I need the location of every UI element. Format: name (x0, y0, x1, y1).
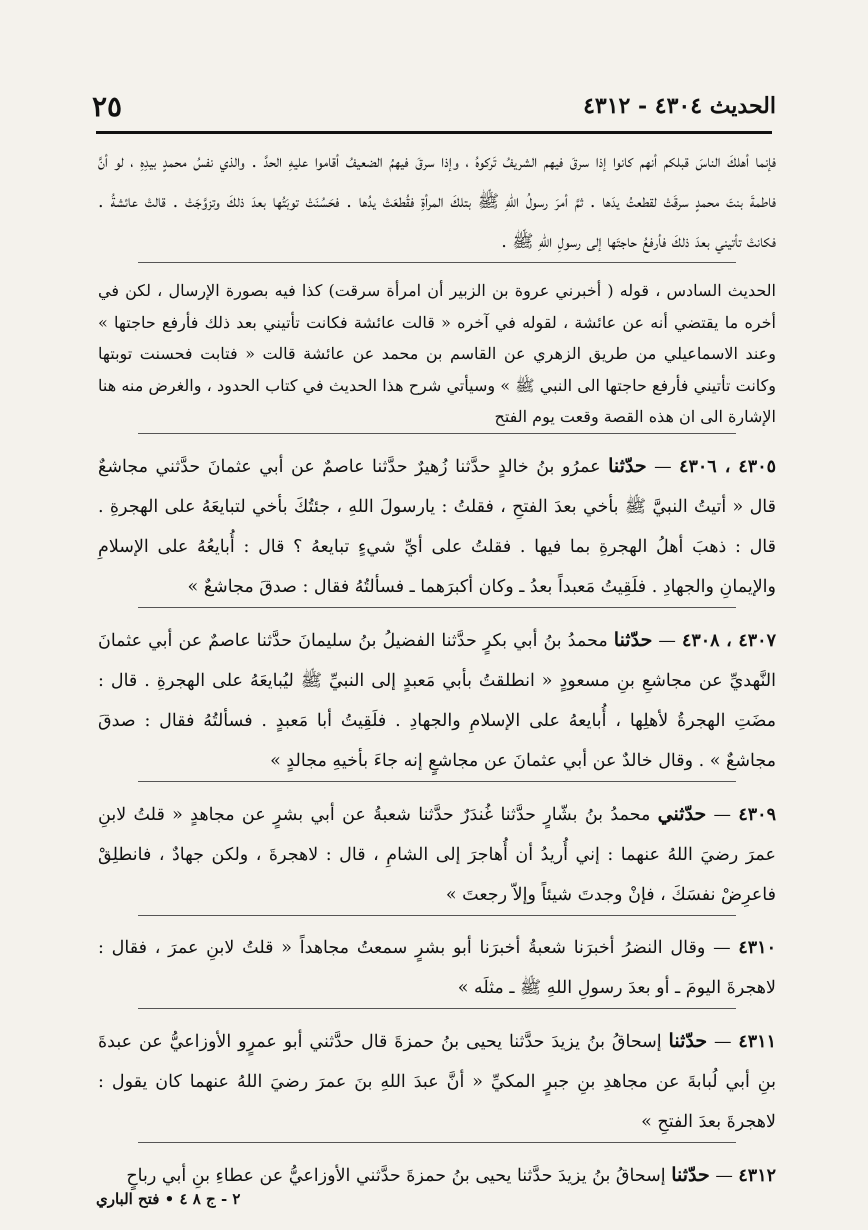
hadith-text: محمدُ بنُ بشّارٍ حدَّثنا غُندَرٌ حدَّثنا شعبةُ عن أبي بشرٍ عن مجاهدٍ « قلتُ لابنِ عمرَ رضيَ اللهُ عنهما : إني أُريدُ أن أُهاجرَ إلى الشامِ ، قال : لاهجرةَ ، ولكن جهادٌ ، فانطلِقْ فاعرِضْ نفسَكَ ، فإنْ وجدتَ شيئاً وإلاّ رجعتَ » (98, 804, 776, 905)
hadith-text: محمدُ بنُ أبي بكرٍ حدَّثنا الفضيلُ بنُ سليمانَ حدَّثنا عاصمٌ عن أبي عثمانَ النَّهديِّ عن مجاشعِ بنِ مسعودٍ « انطلقتُ بأبي مَعبدٍ إلى النبيِّ ﷺ ليُبايعَهُ على الهجرةِ . قال : مضَتِ الهجرةُ لأهلِها ، أُبايعهُ على الإسلامِ والجهادِ . فلَقِيتُ أبا مَعبدٍ . فسألتُهُ فقال : صدقَ مجاشعٌ » . وقال خالدٌ عن أبي عثمانَ عن مجاشعٍ إنه جاءَ بأخيهِ مجالدٍ » (98, 630, 776, 771)
commentary-paragraph (98, 275, 776, 433)
running-header (92, 84, 776, 128)
hadith-keyword: حدّثنا (668, 1029, 708, 1052)
hadith-paragraph: ٤٣١٠ — وقال النضرُ أخبرَنا شعبةُ أخبرَنا أبو بشرٍ سمعتُ مجاهداً « قلتُ لابنِ عمرَ ، فقال : لاهجرةَ اليومَ ـ أو بعدَ رسولِ اللهِ ﷺ ـ مثلَه » (98, 937, 776, 998)
hadith-text: فإنما أهلكَ الناسَ قبلكم أنهم كانوا إذا سرقَ فيهم الشريفُ تَركوهُ ، وإذا سرقَ فيهمُ الضعيفُ أقاموا عليهِ الحدَّ . والذي نفسُ محمدٍ بيدِهِ ، لو أنَّ فاطمةَ بنتَ محمدٍ سرقَتْ لقطعتُ يدَها . ثمَّ أمرَ رسولُ اللهِ ﷺ بتلكَ المرأةِ فقُطعَتْ يدُها . فحَسُنَتْ توبَتُها بعدَ ذلكَ وتزوَّجَتْ . قالتْ عائشةُ . فكانتْ تأتيني بعدَ ذلكَ فأرفعُ حاجتَها إلى رسولِ اللهِ ﷺ . (98, 152, 776, 252)
hadith-paragraph: ٤٣٠٥ ، ٤٣٠٦ — حدّثنا عمرُو بنُ خالدٍ حدَّثنا زُهيرٌ حدَّثنا عاصمٌ عن أبي عثمانَ حدَّثني مجاشعٌ قال « أتيتُ النبيَّ ﷺ بأخي بعدَ الفتحِ ، فقلتُ : يارسولَ اللهِ ، جئتُكَ بأخي لتبايعَهُ على الهجرةِ . قال : ذهبَ أهلُ الهجرةِ بما فيها . فقلتُ على أيِّ شيءٍ تبايعهُ ؟ قال : أُبايعُهُ على الإسلامِ والإيمانِ والجهادِ . فلَقِيتُ مَعبداً بعدُ ـ وكان أكبرَهما ـ فسألتُهُ فقال : صدقَ مجاشعٌ » (98, 454, 776, 597)
hadith-number: ٤٣٠٧ ، ٤٣٠٨ (681, 630, 776, 651)
hadith-text: إسحاقُ بنُ يزيدَ حدَّثنا يحيى بنُ حمزةَ قال حدَّثني أبو عمرٍو الأوزاعيُّ عن عبدةَ بنِ أبي لُبابةَ عن مجاهدِ بنِ جبرٍ المكيِّ « أنَّ عبدَ اللهِ بنَ عمرَ رضيَ اللهُ عنهما كان يقول : لاهجرةَ بعدَ الفتحِ » (98, 1031, 776, 1132)
hadith-paragraph: ٤٣٠٧ ، ٤٣٠٨ — حدّثنا محمدُ بنُ أبي بكرٍ حدَّثنا الفضيلُ بنُ سليمانَ حدَّثنا عاصمٌ عن أبي عثمانَ النَّهديِّ عن مجاشعِ بنِ مسعودٍ « انطلقتُ بأبي مَعبدٍ إلى النبيِّ ﷺ ليُبايعَهُ على الهجرةِ . قال : مضَتِ الهجرةُ لأهلِها ، أُبايعهُ على الإسلامِ والجهادِ . فلَقِيتُ أبا مَعبدٍ . فسألتُهُ فقال : صدقَ مجاشعٌ » . وقال خالدٌ عن أبي عثمانَ عن مجاشعٍ إنه جاءَ بأخيهِ مجالدٍ » (98, 628, 776, 771)
hadith-number: ٤٣٠٥ ، ٤٣٠٦ (679, 456, 776, 477)
commentary-text: الحديث السادس ، قوله ( أخبرني عروة بن الزبير أن امرأة سرقت) كذا فيه بصورة الإرسال ، لكن في أخره ما يقتضي أنه عن عائشة ، لقوله في آخره « قالت عائشة فكانت تأتيني بعد ذلك فأرفع حاجتها » وعند الاسماعيلي من طريق الزهري عن القاسم بن محمد عن عائشة قالت « فتابت فحسنت توبتها وكانت تأتيني فأرفع حاجتها الى النبي ﷺ » وسيأتي شرح هذا الحديث في كتاب الحدود ، والغرض منه هنا الإشارة الى ان هذه القصة وقعت يوم الفتح (98, 281, 777, 426)
hadith-keyword: حدّثني (657, 802, 707, 825)
hadith-text: إسحاقُ بنُ يزيدَ حدَّثنا يحيى بنُ حمزةَ حدَّثني الأوزاعيُّ عن عطاءِ بنِ أبي رباحٍ (126, 1165, 666, 1186)
hadith-keyword: حدّثنا (671, 1163, 710, 1186)
printer-signature: ٢ - ج ٨ ٤ • فتح الباري (96, 1190, 241, 1208)
hadith-keyword: حدّثنا (608, 454, 647, 477)
hadith-number: ٤٣١٠ (738, 937, 776, 958)
hadith-text: عمرُو بنُ خالدٍ حدَّثنا زُهيرٌ حدَّثنا عاصمٌ عن أبي عثمانَ حدَّثني مجاشعٌ قال « أتيتُ النبيَّ ﷺ بأخي بعدَ الفتحِ ، فقلتُ : يارسولَ اللهِ ، جئتُكَ بأخي لتبايعَهُ على الهجرةِ . قال : ذهبَ أهلُ الهجرةِ بما فيها . فقلتُ على أيِّ شيءٍ تبايعهُ ؟ قال : أُبايعُهُ على الإسلامِ والإيمانِ والجهادِ . فلَقِيتُ مَعبداً بعدُ ـ وكان أكبرَهما ـ فسألتُهُ فقال : صدقَ مجاشعٌ » (98, 456, 776, 597)
hadith-paragraph: ٤٣١١ — حدّثنا إسحاقُ بنُ يزيدَ حدَّثنا يحيى بنُ حمزةَ قال حدَّثني أبو عمرٍو الأوزاعيُّ عن عبدةَ بنِ أبي لُبابةَ عن مجاهدِ بنِ جبرٍ المكيِّ « أنَّ عبدَ اللهِ بنَ عمرَ رضيَ اللهُ عنهما كان يقول : لاهجرةَ بعدَ الفتحِ » (98, 1029, 776, 1132)
page-number: ٢٥ (92, 89, 123, 123)
page-body (98, 142, 776, 1196)
hadith-keyword: حدّثنا (613, 628, 653, 651)
header-title: الحديث ٤٣٠٤ - ٤٣١٢ (583, 93, 776, 119)
hadith-number: ٤٣١١ (738, 1031, 776, 1052)
hadith-number: ٤٣١٢ (738, 1165, 776, 1186)
hadith-number: ٤٣٠٩ (738, 804, 776, 825)
hadith-text: وقال النضرُ أخبرَنا شعبةُ أخبرَنا أبو بشرٍ سمعتُ مجاهداً « قلتُ لابنِ عمرَ ، فقال : لاهجرةَ اليومَ ـ أو بعدَ رسولِ اللهِ ﷺ ـ مثلَه » (98, 937, 776, 998)
header-rule (96, 131, 772, 134)
hadith-paragraph: ٤٣٠٩ — حدّثني محمدُ بنُ بشّارٍ حدَّثنا غُندَرٌ حدَّثنا شعبةُ عن أبي بشرٍ عن مجاهدٍ « قلتُ لابنِ عمرَ رضيَ اللهُ عنهما : إني أُريدُ أن أُهاجرَ إلى الشامِ ، قال : لاهجرةَ ، ولكن جهادٌ ، فانطلِقْ فاعرِضْ نفسَكَ ، فإنْ وجدتَ شيئاً وإلاّ رجعتَ » (98, 802, 776, 905)
hadith-continuation (98, 142, 776, 262)
hadith-paragraph: ٤٣١٢ — حدّثنا إسحاقُ بنُ يزيدَ حدَّثنا يحيى بنُ حمزةَ حدَّثني الأوزاعيُّ عن عطاءِ بنِ أبي رباحٍ (126, 1163, 776, 1186)
